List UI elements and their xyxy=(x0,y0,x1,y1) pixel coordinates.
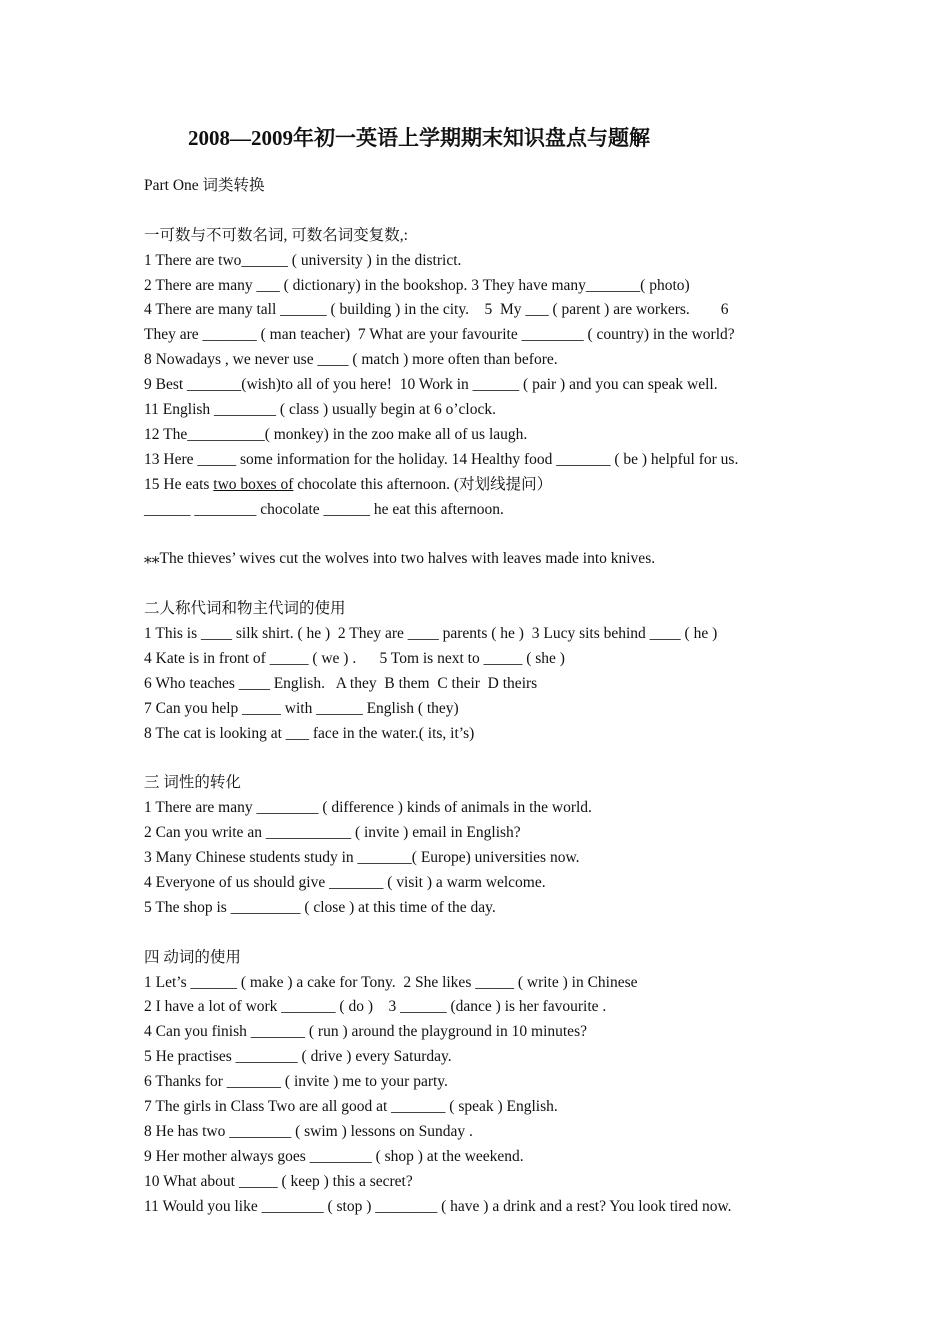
section3-heading: 三 词性的转化 xyxy=(144,774,241,792)
spacer xyxy=(144,199,824,224)
spacer xyxy=(144,522,824,547)
section1-q15-answer: ______ ________ chocolate ______ he eat this afternoon. xyxy=(144,500,504,518)
section1-q15 xyxy=(144,473,824,498)
section2-line: 6 Who teaches ____ English. A they B them C their D theirs xyxy=(144,674,538,692)
section4-line: 4 Can you finish _______ ( run ) around the playground in 10 minutes? xyxy=(144,1023,587,1041)
section4-line: 11 Would you like ________ ( stop ) ________ ( have ) a drink and a rest? You look tired now. xyxy=(144,1197,732,1215)
section1-line: 4 There are many tall ______ ( building ) in the city. 5 My ___ ( parent ) are workers. 6 xyxy=(144,301,729,319)
section4-line: 1 Let’s ______ ( make ) a cake for Tony. 2 She likes _____ ( write ) in Chinese xyxy=(144,973,638,991)
section2-line: 4 Kate is in front of _____ ( we ) . 5 Tom is next to _____ ( she ) xyxy=(144,649,565,667)
section2-line: 1 This is ____ silk shirt. ( he ) 2 They are ____ parents ( he ) 3 Lucy sits behind ____ ( he ) xyxy=(144,625,718,643)
section3-line: 5 The shop is _________ ( close ) at this time of the day. xyxy=(144,898,496,916)
q15-prefix: 15 He eats xyxy=(144,475,214,493)
section4-line: 9 Her mother always goes ________ ( shop ) at the weekend. xyxy=(144,1147,524,1165)
section3-line: 1 There are many ________ ( difference ) kinds of animals in the world. xyxy=(144,799,592,817)
section3-line: 2 Can you write an ___________ ( invite ) email in English? xyxy=(144,824,521,842)
section4-line: 2 I have a lot of work _______ ( do ) 3 ______ (dance ) is her favourite . xyxy=(144,998,607,1016)
section1-note: ⁎⁎The thieves’ wives cut the wolves into two halves with leaves made into knives. xyxy=(144,550,656,568)
section4-line: 8 He has two ________ ( swim ) lessons on Sunday . xyxy=(144,1122,473,1140)
section1-line: 8 Nowadays , we never use ____ ( match ) more often than before. xyxy=(144,351,558,369)
section2-line: 8 The cat is looking at ___ face in the water.( its, it’s) xyxy=(144,724,475,742)
document-body xyxy=(144,174,824,1219)
section2-heading: 二人称代词和物主代词的使用 xyxy=(144,600,346,618)
section3-line: 4 Everyone of us should give _______ ( visit ) a warm welcome. xyxy=(144,873,546,891)
part-heading: Part One 词类转换 xyxy=(144,177,265,194)
document-title: 2008—2009年初一英语上学期期末知识盘点与题解 xyxy=(188,126,650,150)
section4-line: 6 Thanks for _______ ( invite ) me to your party. xyxy=(144,1073,448,1091)
section1-line: 2 There are many ___ ( dictionary) in the bookshop. 3 They have many_______( photo) xyxy=(144,276,690,294)
q15-underlined-phrase: two boxes of xyxy=(213,475,294,493)
spacer xyxy=(144,572,824,597)
section1-line: They are _______ ( man teacher) 7 What are your favourite ________ ( country) in the world? xyxy=(144,326,735,344)
section1-line: 13 Here _____ some information for the holiday. 14 Healthy food _______ ( be ) helpful for us. xyxy=(144,450,739,468)
section1-line: 1 There are two______ ( university ) in the district. xyxy=(144,251,462,269)
q15-suffix: chocolate this afternoon. (对划线提问） xyxy=(293,475,553,493)
section1-line: 9 Best _______(wish)to all of you here! 10 Work in ______ ( pair ) and you can speak well. xyxy=(144,376,718,394)
spacer xyxy=(144,746,824,771)
section2-line: 7 Can you help _____ with ______ English ( they) xyxy=(144,699,459,717)
section1-line: 11 English ________ ( class ) usually begin at 6 o’clock. xyxy=(144,401,496,419)
section1-line: 12 The__________( monkey) in the zoo make all of us laugh. xyxy=(144,425,528,443)
section1-heading: 一可数与不可数名词, 可数名词变复数,: xyxy=(144,226,408,244)
section4-line: 5 He practises ________ ( drive ) every Saturday. xyxy=(144,1048,452,1066)
section4-line: 10 What about _____ ( keep ) this a secret? xyxy=(144,1172,413,1190)
section3-line: 3 Many Chinese students study in _______( Europe) universities now. xyxy=(144,849,580,867)
section4-heading: 四 动词的使用 xyxy=(144,948,241,966)
section4-line: 7 The girls in Class Two are all good at _______ ( speak ) English. xyxy=(144,1097,558,1115)
spacer xyxy=(144,921,824,946)
